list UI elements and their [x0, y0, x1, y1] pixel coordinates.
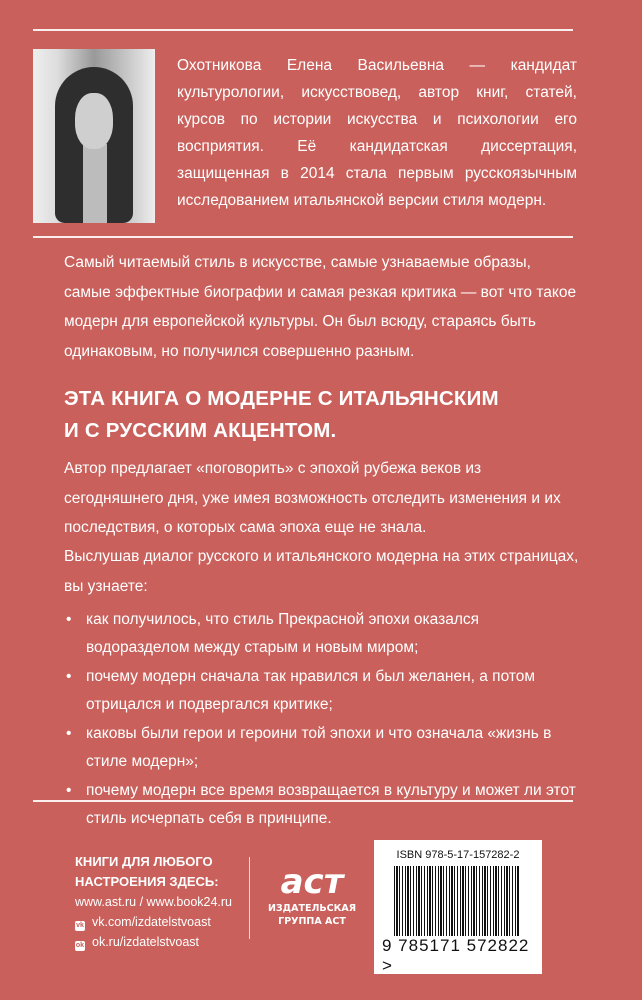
ast-logo-mark: аст	[280, 862, 344, 902]
list-item: • как получилось, что стиль Прекрасной эпохи оказался водоразделом между старым и новым миром;	[64, 606, 584, 662]
list-item: • почему модерн сначала так нравился и был желанен, а потом отрицался и подвергался критике;	[64, 663, 584, 719]
paragraph-3: Выслушав диалог русского и итальянского модерна на этих страницах, вы узнаете:	[64, 548, 579, 595]
bio-divider	[33, 236, 573, 238]
vk-link[interactable]: vk.com/izdatelstvoast	[92, 915, 211, 929]
publisher-name-1: ИЗДАТЕЛЬСКАЯ	[267, 903, 357, 914]
headline-line-2: И С РУССКИМ АКЦЕНТОМ.	[64, 419, 337, 442]
footer-separator	[249, 857, 250, 939]
headline	[64, 383, 499, 447]
list-item: • каковы были герои и героини той эпохи и что означала «жизнь в стиле модерн»;	[64, 720, 584, 776]
bottom-divider	[33, 800, 573, 802]
top-divider	[33, 29, 573, 31]
paragraph-2: Автор предлагает «поговорить» с эпохой рубежа веков из сегодняшнего дня, уже имея возможность отследить изменения и их последствия, о которых сама эпоха еще не знала.	[64, 460, 561, 536]
author-photo	[33, 49, 155, 223]
sites-link[interactable]: www.ast.ru / www.book24.ru	[75, 895, 233, 909]
list-item: • почему модерн все время возвращается в культуру и может ли этот стиль исчерпать себя в принципе.	[64, 777, 584, 833]
ok-link[interactable]: ok.ru/izdatelstvoast	[92, 935, 199, 949]
ok-icon: ok	[75, 942, 85, 949]
footer-title-1: КНИГИ ДЛЯ ЛЮБОГО	[75, 854, 213, 869]
isbn-text: ISBN 978-5-17-157282-2	[396, 849, 520, 861]
barcode-bars	[394, 866, 520, 936]
author-bio: Охотникова Елена Васильевна — кандидат культурологии, искусствовед, автор книг, статей, курсов по истории искусства и психологии его восприятия. Её кандидатская диссертация, защищенная в 2014 стала первым русскоязычным исследованием итальянской версии стиля модерн.	[177, 57, 577, 209]
isbn-barcode	[374, 840, 542, 974]
publisher-name-2: ГРУППА АСТ	[278, 916, 346, 927]
barcode-number: 9 785171 572822 >	[382, 936, 530, 975]
footer-title-2: НАСТРОЕНИЯ ЗДЕСЬ:	[75, 874, 219, 889]
vk-icon: vk	[76, 922, 84, 929]
intro-paragraph: Самый читаемый стиль в искусстве, самые узнаваемые образы, самые эффектные биографии и самая резкая критика — вот что такое модерн для европейской культуры. Он был всюду, стараясь быть одинаковым, но получился совершенно разным.	[64, 254, 577, 360]
footer-links	[75, 852, 232, 952]
publisher-logo	[262, 852, 362, 928]
headline-line-1: ЭТА КНИГА О МОДЕРНЕ С ИТАЛЬЯНСКИМ	[64, 387, 499, 410]
